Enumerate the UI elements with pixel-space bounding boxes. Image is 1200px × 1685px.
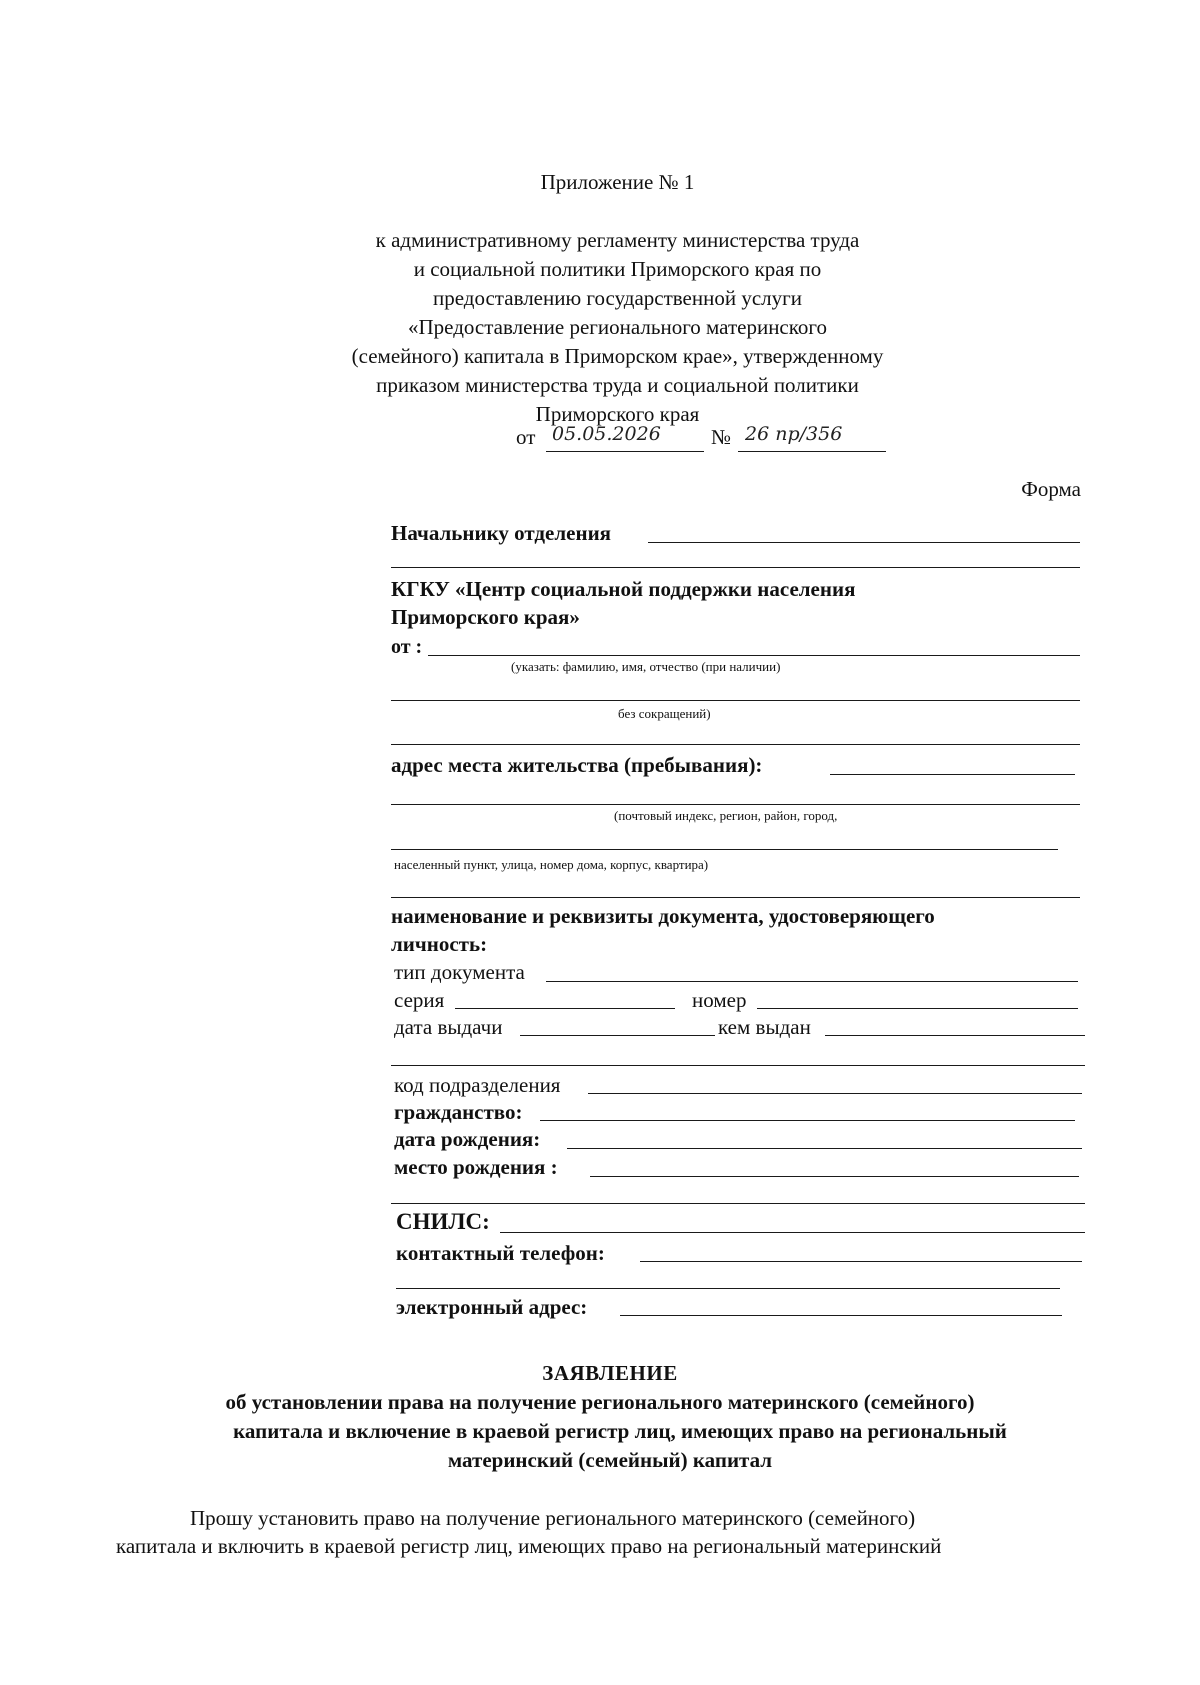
birth-date-line[interactable] [567,1148,1082,1149]
regulation-line-7: Приморского края [535,402,700,426]
order-from-label: от [516,425,536,449]
statement-body-line-1: Прошу установить право на получение регионального материнского (семейного) [190,1506,916,1530]
order-number-handwritten: 26 пр/356 [745,423,843,445]
address-hint-2: населенный пункт, улица, номер дома, корпус, квартира) [394,857,709,872]
org-name-line-2: Приморского края» [391,605,580,629]
email-label: электронный адрес: [396,1295,588,1319]
birth-place-line-2[interactable] [391,1203,1085,1204]
appendix-title: Приложение № 1 [540,170,695,194]
org-name-line-1: КГКУ «Центр социальной поддержки населения [391,577,856,601]
dept-code-label: код подразделения [394,1073,561,1097]
citizenship-label: гражданство: [394,1100,523,1124]
snils-line[interactable] [500,1232,1085,1233]
doc-number-label: номер [692,988,747,1012]
doc-type-line[interactable] [546,981,1078,982]
series-line[interactable] [455,1008,675,1009]
statement-subtitle-3: материнский (семейный) капитал [447,1448,773,1472]
address-line-4[interactable] [391,897,1080,898]
regulation-line-6: приказом министерства труда и социальной политики [376,373,859,397]
doc-type-label: тип документа [394,960,525,984]
regulation-line-2: и социальной политики Приморского края по [413,257,822,281]
address-line-2[interactable] [391,804,1080,805]
address-hint-1: (почтовый индекс, регион, район, город, [614,808,838,823]
applicant-fio-line-2[interactable] [391,700,1080,701]
issued-by-label: кем выдан [718,1015,811,1039]
issue-date-label: дата выдачи [394,1015,503,1039]
applicant-fio-line-3[interactable] [391,744,1080,745]
address-line-3[interactable] [391,849,1058,850]
form-label: Форма [1021,477,1081,501]
id-doc-heading-2: личность: [391,932,488,956]
statement-title: ЗАЯВЛЕНИЕ [542,1361,678,1385]
id-doc-heading-1: наименование и реквизиты документа, удостоверяющего [391,904,935,928]
issued-by-line[interactable] [825,1035,1085,1036]
snils-label: СНИЛС: [396,1209,490,1234]
regulation-line-4: «Предоставление регионального материнского [408,315,827,339]
applicant-from-label: от : [391,636,423,658]
recipient-extra-line[interactable] [391,567,1080,568]
citizenship-line[interactable] [540,1120,1075,1121]
statement-subtitle-1: об установлении права на получение регионального материнского (семейного) [225,1390,975,1414]
statement-subtitle-2: капитала и включение в краевой регистр лиц, имеющих право на региональный [233,1419,1007,1443]
birth-date-label: дата рождения: [394,1127,541,1151]
phone-line[interactable] [640,1261,1082,1262]
birth-place-label: место рождения : [394,1155,558,1179]
statement-body-line-2: капитала и включить в краевой регистр лиц, имеющих право на региональный материнский [116,1534,942,1558]
phone-line-2[interactable] [396,1288,1060,1289]
dept-code-line[interactable] [588,1093,1082,1094]
order-number-label: № [711,425,732,449]
regulation-line-3: предоставлению государственной услуги [433,286,802,310]
recipient-to-label: Начальнику отделения [391,521,612,545]
issued-by-line-2[interactable] [391,1065,1085,1066]
doc-number-line[interactable] [757,1008,1078,1009]
series-label: серия [394,988,445,1012]
email-line[interactable] [620,1315,1062,1316]
issue-date-line[interactable] [520,1035,715,1036]
order-number-line [738,451,886,452]
recipient-to-line[interactable] [648,542,1080,543]
address-line-1[interactable] [830,774,1075,775]
order-date-line [546,451,704,452]
applicant-fio-line[interactable] [428,655,1080,656]
fio-hint-1: (указать: фамилию, имя, отчество (при наличии) [511,659,781,674]
birth-place-line[interactable] [590,1176,1079,1177]
regulation-line-1: к административному регламенту министерства труда [375,228,860,252]
regulation-line-5: (семейного) капитала в Приморском крае», утвержденному [351,344,884,368]
fio-hint-2: без сокращений) [618,706,711,721]
order-date-handwritten: 05.05.2026 [552,423,661,445]
phone-label: контактный телефон: [396,1241,605,1265]
address-label: адрес места жительства (пребывания): [391,753,763,777]
